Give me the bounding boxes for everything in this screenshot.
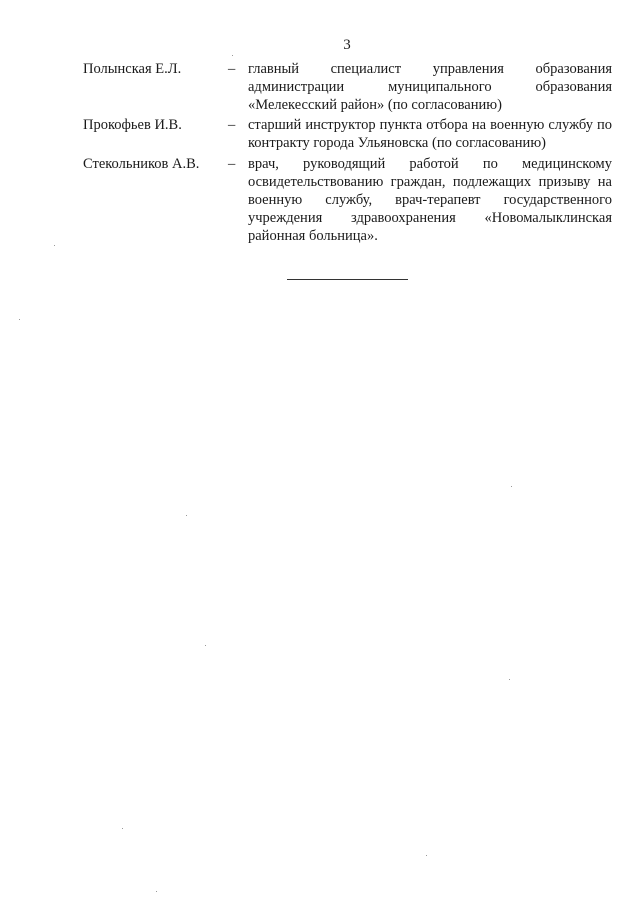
- scan-speck: [54, 245, 55, 246]
- scan-speck: [205, 645, 206, 646]
- person-name: Стекольников А.В.: [83, 156, 200, 172]
- person-position: врач, руководящий работой по медицинскому освидетельствованию граждан, подлежащих призыву на военную службу, врач-терапевт государственного учреждения здравоохранения «Новомалыклинская районная больница».: [248, 156, 612, 244]
- page-number: 3: [343, 37, 351, 53]
- scan-speck: [122, 828, 123, 829]
- person-position: старший инструктор пункта отбора на военную службу по контракту города Ульяновска (по согласованию): [248, 117, 612, 151]
- entry-dash: –: [228, 117, 236, 133]
- person-position: главный специалист управления образования администрации муниципального образования «Мелекесский район» (по согласованию): [248, 61, 612, 113]
- scan-speck: [186, 515, 187, 516]
- scan-speck: [232, 55, 233, 56]
- scan-speck: [156, 891, 157, 892]
- end-separator-line: [287, 279, 408, 280]
- person-name: Прокофьев И.В.: [83, 117, 182, 133]
- scan-speck: [511, 486, 512, 487]
- entry-dash: –: [228, 156, 236, 172]
- entry-dash: –: [228, 61, 236, 77]
- scan-speck: [19, 319, 20, 320]
- person-name: Полынская Е.Л.: [83, 61, 182, 77]
- scan-speck: [426, 855, 427, 856]
- scan-speck: [509, 679, 510, 680]
